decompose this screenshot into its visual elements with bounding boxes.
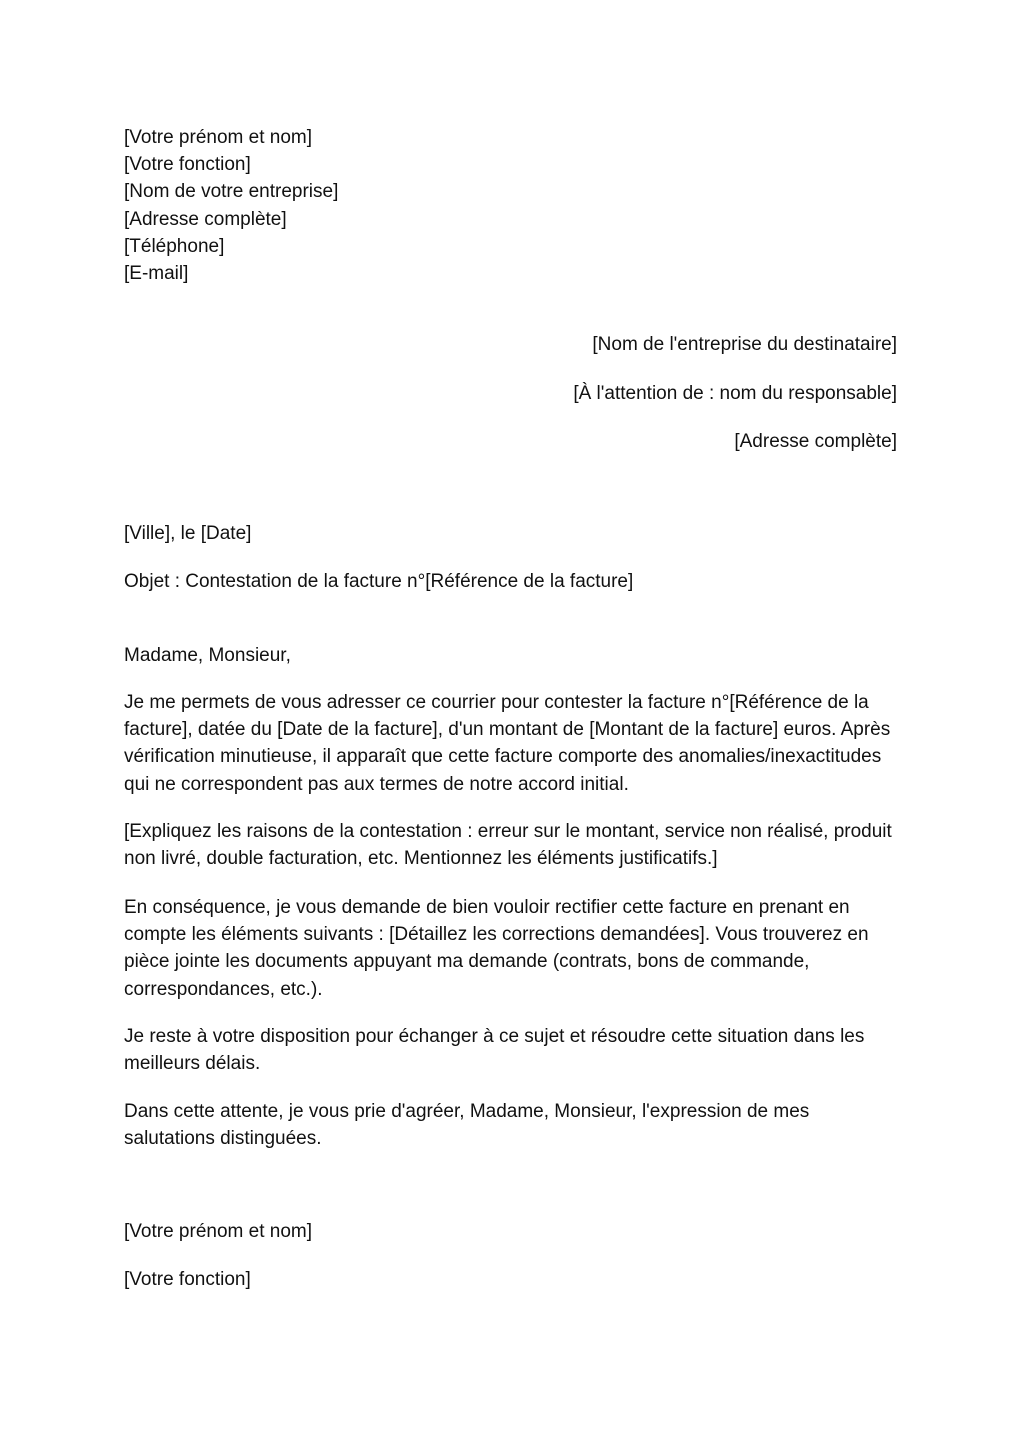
sender-company: [Nom de votre entreprise] bbox=[124, 181, 339, 203]
paragraph-3: En conséquence, je vous demande de bien vouloir rectifier cette facture en prenant en compte les éléments suivants : [Détaillez les corrections demandées]. Vous trouverez en pièce jointe les documents appuyant ma demande (contrats, bons de commande, correspondances, etc.). bbox=[124, 897, 869, 1000]
sender-position: [Votre fonction] bbox=[124, 154, 251, 176]
signature-position: [Votre fonction] bbox=[124, 1269, 251, 1290]
paragraph-1: Je me permets de vous adresser ce courrier pour contester la facture n°[Référence de la facture], datée du [Date de la facture], d'un montant de [Montant de la facture] euros. Après vérification minutieuse, il apparaît que cette facture comporte des anomalies/inexactitudes qui ne correspondent pas aux termes de notre accord initial. bbox=[124, 692, 891, 795]
paragraph-2: [Expliquez les raisons de la contestation : erreur sur le montant, service non réalisé, produit non livré, double facturation, etc. Mentionnez les éléments justificatifs.] bbox=[124, 821, 892, 870]
paragraph-4: Je reste à votre disposition pour échanger à ce sujet et résoudre cette situation dans les meilleurs délais. bbox=[124, 1026, 865, 1075]
paragraph-5: Dans cette attente, je vous prie d'agréer, Madame, Monsieur, l'expression de mes salutations distinguées. bbox=[124, 1101, 810, 1150]
recipient-company: [Nom de l'entreprise du destinataire] bbox=[592, 334, 897, 355]
sender-phone: [Téléphone] bbox=[124, 235, 225, 257]
place-date: [Ville], le [Date] bbox=[124, 523, 252, 544]
sender-block bbox=[124, 124, 338, 287]
sender-name: [Votre prénom et nom] bbox=[124, 127, 312, 148]
salutation: Madame, Monsieur, bbox=[124, 645, 291, 666]
recipient-block bbox=[573, 333, 897, 479]
sender-email: [E-mail] bbox=[124, 263, 189, 285]
subject-line: Objet : Contestation de la facture n°[Référence de la facture] bbox=[124, 571, 634, 592]
sender-address: [Adresse complète] bbox=[124, 208, 287, 230]
signature-name: [Votre prénom et nom] bbox=[124, 1221, 312, 1242]
recipient-attention: [À l'attention de : nom du responsable] bbox=[573, 382, 897, 404]
recipient-address: [Adresse complète] bbox=[734, 431, 897, 452]
